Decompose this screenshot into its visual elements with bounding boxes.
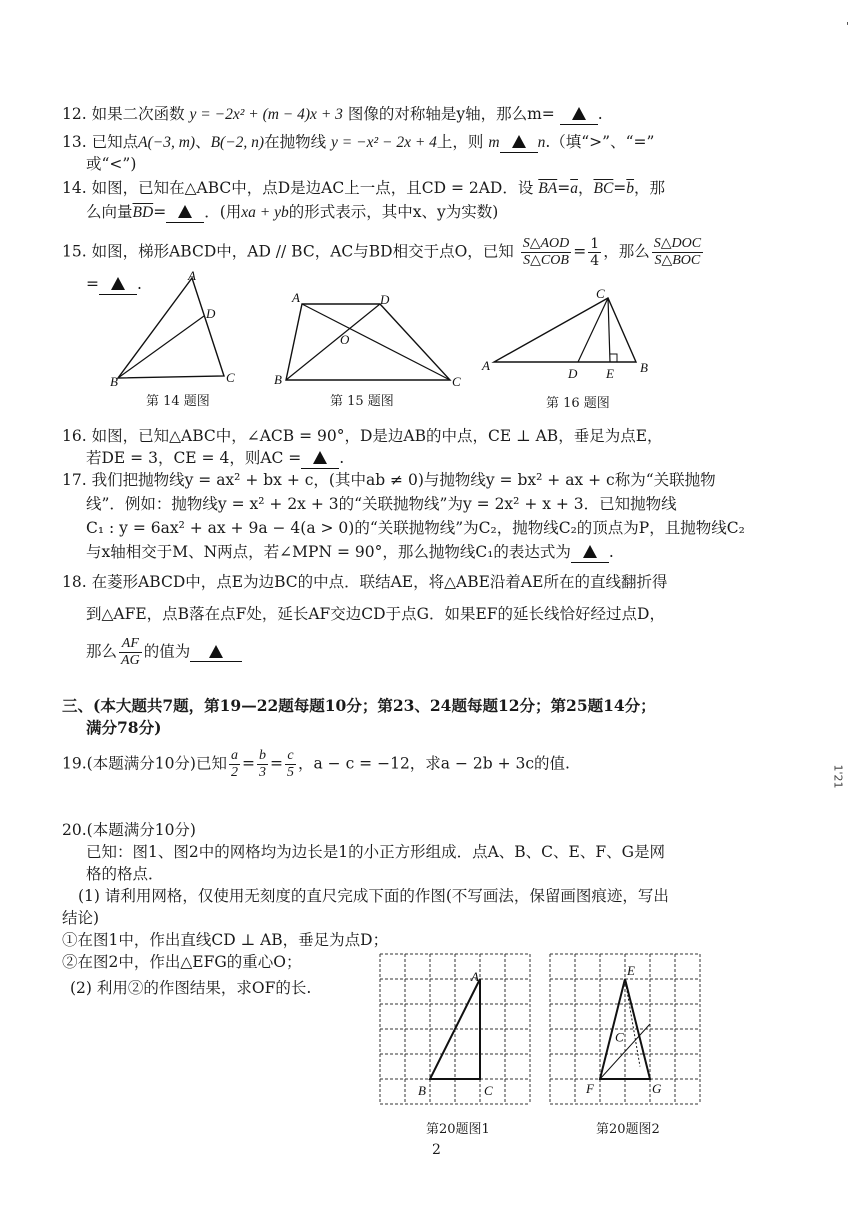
figure-14-caption: 第 14 题图 — [146, 394, 210, 409]
figure-14 — [110, 268, 250, 389]
question-12: 12. 如果二次函数 y = −2x² + (m − 4)x + 3 图像的对称轴是y轴，那么m= . — [62, 105, 603, 123]
question-18: 18. 在菱形ABCD中，点E为边BC的中点．联结AE，将△ABE沿着AE所在的直线翻折得 — [62, 573, 668, 591]
label-e: E — [627, 963, 635, 978]
label-c: C — [452, 374, 461, 389]
question-14: 14. 如图，已知在△ABC中，点D是边AC上一点，且CD = 2AD．设 $\overline{BA}=\overline{a}$，$\overline{BC}=\overline{b}$，那 — [62, 179, 666, 197]
label-b: B — [110, 374, 118, 389]
label-e: E — [606, 366, 614, 381]
q12-answer-blank — [560, 104, 598, 125]
segment-cd — [578, 298, 608, 362]
triangle-abc — [494, 298, 636, 362]
figure-15-caption: 第 15 题图 — [330, 394, 394, 409]
q17-answer-blank — [571, 542, 609, 563]
q12-formula: y = −2x² + (m − 4)x + 3 — [189, 106, 343, 123]
label-c: C — [615, 1029, 624, 1045]
q20-line7: (2) 利用②的作图结果，求OF的长. — [70, 979, 312, 997]
page-number: 2 — [432, 1142, 441, 1158]
label-d: D — [206, 306, 216, 321]
trapezoid-abcd — [286, 304, 450, 380]
q14-number: 14. — [62, 179, 87, 197]
label-d: D — [568, 366, 578, 381]
label-c: C — [226, 370, 235, 385]
q20-line4: 结论) — [62, 909, 100, 927]
grid-figure-1 — [378, 952, 538, 1112]
triangle-icon — [512, 135, 526, 148]
label-o: O — [340, 332, 350, 347]
figure-16 — [480, 286, 660, 381]
question-17-line3: C₁ : y = 6ax² + ax + 9a − 4(a > 0)的“关联抛物线”为C₂，抛物线C₂的顶点为P，且抛物线C₂ — [86, 519, 745, 537]
label-b: B — [640, 360, 648, 375]
q15-fraction-2: $\frac{1}{4}$ — [590, 236, 600, 269]
q20-line1: 已知：图1、图2中的网格均为边长是1的小正方形组成．点A、B、C、E、F、G是网 — [86, 843, 665, 861]
q12-number: 12. — [62, 105, 87, 123]
q20-line2: 格的格点． — [86, 865, 164, 883]
question-18-line3: 那么 $\frac{AF}{AG}$ 的值为 — [86, 636, 242, 669]
q13-answer-blank — [500, 132, 538, 153]
vector-bc: $\overline{BC}$ — [593, 180, 614, 197]
question-18-line2: 到△AFE，点B落在点F处，延长AF交边CD于点G．如果EF的延长线恰好经过点D， — [86, 605, 665, 623]
label-a: A — [292, 290, 300, 305]
question-17-line4: 与x轴相交于M、N两点，若∠MPN = 90°，那么抛物线C₁的表达式为 . — [86, 543, 614, 561]
question-13-line2: 或“<”) — [86, 155, 137, 173]
question-17-line2: 线”．例如：抛物线y = x² + 2x + 3的“关联抛物线”为y = 2x² + x + 3．已知抛物线 — [86, 495, 677, 513]
q12-tail: 图像的对称轴是y轴，那么m= — [347, 105, 555, 123]
section-3-heading-line2: 满分78分) — [86, 718, 162, 737]
triangle-icon — [178, 205, 192, 218]
frac-b-3: $\frac{b}{3}$ — [258, 748, 266, 780]
grid-figure-2 — [548, 952, 708, 1112]
triangle-abc — [118, 278, 224, 378]
q16-answer-blank — [301, 448, 339, 469]
question-13: 13. 已知点A(−3, m)、B(−2, n)在抛物线 y = −x² − 2x + 4上，则 m n.（填“>”、“=” — [62, 133, 655, 151]
label-f: F — [586, 1081, 594, 1096]
label-b: B — [418, 1083, 426, 1098]
q18-answer-blank — [190, 643, 242, 662]
triangle-icon — [209, 645, 223, 658]
segment-bd — [118, 316, 204, 378]
figure-15 — [272, 290, 462, 389]
label-a: A — [188, 268, 196, 283]
q20-line6: ②在图2中，作出△EFG的重心O； — [62, 953, 302, 971]
q13-parabola: y = −x² − 2x + 4 — [331, 134, 437, 151]
label-d: D — [380, 292, 390, 307]
q18-fraction: $\frac{AF}{AG}$ — [121, 636, 140, 668]
label-c: C — [596, 286, 605, 301]
grid-figure-2-caption: 第20题图2 — [596, 1122, 660, 1137]
question-15: 15. 如图，梯形ABCD中，AD // BC，AC与BD相交于点O，已知 $\frac{\text{S△AOD}}{\text{S△COB}}$ = $\frac{1}{4}$ ，那么 $\frac{\text{S△DOC}}{\text{S△BOC}}$ — [62, 236, 702, 269]
question-16: 16. 如图，已知△ABC中，∠ACB = 90°，D是边AB的中点，CE ⊥ AB，垂足为点E， — [62, 427, 663, 445]
figure-16-caption: 第 16 题图 — [546, 396, 610, 411]
question-14-line2: 么向量$\overline{BD}=$ ．(用xa + yb的形式表示，其中x、y为实数) — [86, 203, 499, 221]
question-16-line2: 若DE = 3，CE = 4，则AC = . — [86, 449, 345, 467]
section-3-heading: 三、(本大题共7题，第19—22题每题10分；第23、24题每题12分；第25题14分； — [62, 696, 656, 715]
grid-figure-1-caption: 第20题图1 — [426, 1122, 490, 1137]
diagonal-ac — [302, 304, 450, 380]
margin-mark-2: ' — [846, 20, 850, 33]
triangle-icon — [583, 545, 597, 558]
triangle-icon — [313, 451, 327, 464]
q13-point-b: B(−2, n) — [210, 134, 265, 151]
question-19: 19.(本题满分10分)已知 $\frac{a}{2}$ = $\frac{b}{3}$ = $\frac{c}{5}$ ，a − c = −12，求a − 2b + 3c的值. — [62, 748, 570, 780]
label-g: G — [652, 1081, 662, 1096]
label-a: A — [482, 358, 490, 373]
segment-ce — [608, 298, 610, 362]
margin-mark-1: 1'21 — [831, 764, 845, 789]
question-15-line2: = . — [86, 275, 142, 293]
q13-number: 13. — [62, 133, 87, 151]
q15-fraction-3: $\frac{\text{S△DOC}}{\text{S△BOC}}$ — [653, 236, 702, 268]
label-b: B — [274, 372, 282, 387]
frac-a-2: $\frac{a}{2}$ — [230, 748, 238, 780]
construction-line — [625, 979, 640, 1067]
q15-number: 15. — [62, 242, 87, 261]
q12-text: 如果二次函数 — [91, 105, 185, 123]
q20-line3: (1) 请利用网格，仅使用无刻度的直尺完成下面的作图(不写画法，保留画图痕迹，写出 — [78, 887, 669, 905]
q20-line5: ①在图1中，作出直线CD ⊥ AB，垂足为点D； — [62, 931, 389, 949]
question-17: 17. 我们把抛物线y = ax² + bx + c，(其中ab ≠ 0)与抛物线y = bx² + ax + c称为“关联抛物 — [62, 471, 716, 489]
vector-ba: $\overline{BA}$ — [538, 180, 558, 197]
label-c: C — [484, 1083, 493, 1098]
question-20: 20.(本题满分10分) — [62, 821, 196, 839]
q14-answer-blank — [166, 202, 204, 223]
q13-point-a: A(−3, m) — [138, 134, 196, 151]
frac-c-5: $\frac{c}{5}$ — [286, 748, 294, 780]
triangle-icon — [572, 107, 586, 120]
label-a: A — [471, 969, 479, 984]
right-angle-mark — [610, 354, 617, 362]
q15-fraction-1: $\frac{\text{S△AOD}}{\text{S△COB}}$ — [522, 236, 570, 268]
